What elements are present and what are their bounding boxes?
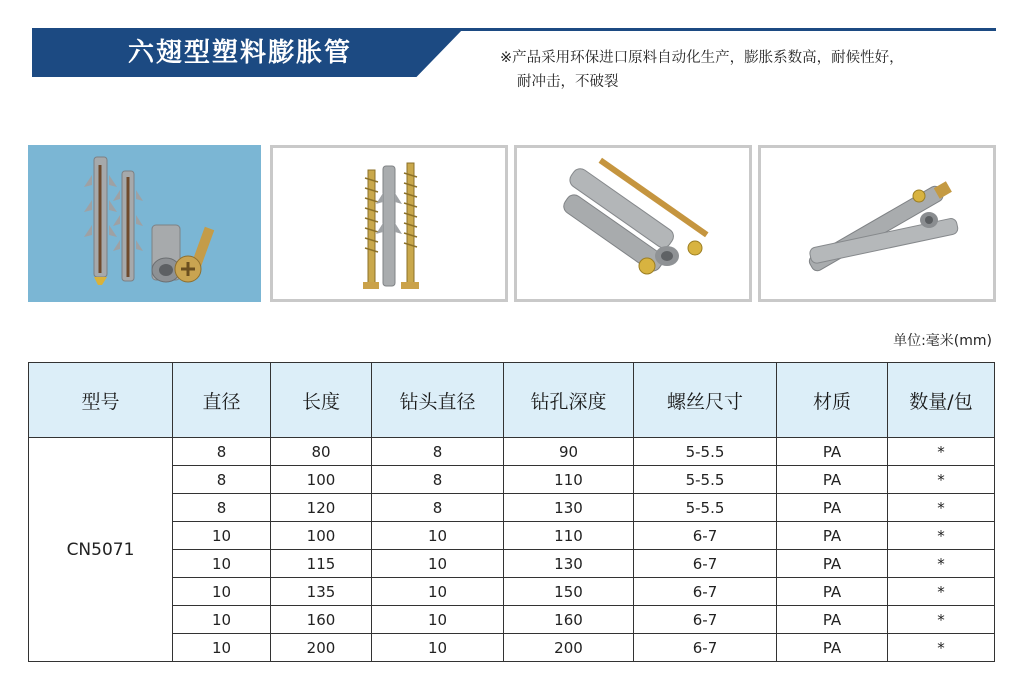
table-header-row	[29, 363, 995, 438]
product-photo-2	[270, 145, 508, 302]
cell-material: PA	[777, 466, 888, 494]
cell-screw-size: 6-7	[634, 634, 777, 662]
cell-screw-size: 6-7	[634, 578, 777, 606]
table-row	[29, 494, 995, 522]
spec-table	[28, 362, 995, 662]
cell-drill-diameter: 10	[372, 634, 504, 662]
cell-material: PA	[777, 438, 888, 466]
cell-length: 160	[271, 606, 372, 634]
header-diameter: 直径	[173, 363, 271, 438]
cell-drill-diameter: 8	[372, 438, 504, 466]
cell-drill-depth: 150	[504, 578, 634, 606]
cell-drill-depth: 110	[504, 466, 634, 494]
cell-diameter: 10	[173, 606, 271, 634]
model-cell: CN5071	[29, 438, 173, 662]
cell-material: PA	[777, 606, 888, 634]
cell-diameter: 8	[173, 494, 271, 522]
cell-length: 135	[271, 578, 372, 606]
product-intro	[500, 46, 1000, 94]
unit-label: 单位:毫米(mm)	[893, 333, 992, 349]
cell-diameter: 10	[173, 634, 271, 662]
cell-qty: *	[888, 522, 995, 550]
product-photo-1	[28, 145, 261, 302]
cell-qty: *	[888, 438, 995, 466]
cell-material: PA	[777, 634, 888, 662]
cell-drill-depth: 200	[504, 634, 634, 662]
cell-drill-depth: 110	[504, 522, 634, 550]
cell-drill-diameter: 8	[372, 494, 504, 522]
cell-material: PA	[777, 494, 888, 522]
cell-diameter: 8	[173, 466, 271, 494]
cell-qty: *	[888, 606, 995, 634]
header-drill-diameter: 钻头直径	[372, 363, 504, 438]
table-row	[29, 550, 995, 578]
cell-drill-depth: 130	[504, 494, 634, 522]
cell-drill-depth: 90	[504, 438, 634, 466]
header-length: 长度	[271, 363, 372, 438]
cell-screw-size: 6-7	[634, 550, 777, 578]
cell-drill-diameter: 8	[372, 466, 504, 494]
page-title: 六翅型塑料膨胀管	[128, 38, 353, 68]
header-qty-per-pack: 数量/包	[888, 363, 995, 438]
header-drill-depth: 钻孔深度	[504, 363, 634, 438]
cell-qty: *	[888, 494, 995, 522]
cell-length: 80	[271, 438, 372, 466]
cell-screw-size: 5-5.5	[634, 438, 777, 466]
intro-line-2: 耐冲击，不破裂	[517, 74, 619, 90]
cell-length: 115	[271, 550, 372, 578]
cell-length: 100	[271, 522, 372, 550]
cell-screw-size: 6-7	[634, 522, 777, 550]
header-model: 型号	[29, 363, 173, 438]
table-row	[29, 606, 995, 634]
cell-screw-size: 5-5.5	[634, 466, 777, 494]
table-row	[29, 466, 995, 494]
cell-drill-diameter: 10	[372, 550, 504, 578]
cell-qty: *	[888, 578, 995, 606]
cell-diameter: 10	[173, 578, 271, 606]
cell-diameter: 10	[173, 550, 271, 578]
table-row	[29, 522, 995, 550]
cell-drill-diameter: 10	[372, 578, 504, 606]
cell-drill-diameter: 10	[372, 522, 504, 550]
table-row	[29, 578, 995, 606]
cell-length: 100	[271, 466, 372, 494]
cell-qty: *	[888, 550, 995, 578]
cell-length: 200	[271, 634, 372, 662]
cell-drill-depth: 130	[504, 550, 634, 578]
product-photo-3	[514, 145, 752, 302]
header-material: 材质	[777, 363, 888, 438]
product-photo-4	[758, 145, 996, 302]
cell-drill-depth: 160	[504, 606, 634, 634]
table-row	[29, 438, 995, 466]
cell-diameter: 8	[173, 438, 271, 466]
cell-qty: *	[888, 466, 995, 494]
cell-screw-size: 6-7	[634, 606, 777, 634]
cell-material: PA	[777, 522, 888, 550]
table-row	[29, 634, 995, 662]
cell-drill-diameter: 10	[372, 606, 504, 634]
cell-screw-size: 5-5.5	[634, 494, 777, 522]
cell-material: PA	[777, 578, 888, 606]
header-screw-size: 螺丝尺寸	[634, 363, 777, 438]
cell-qty: *	[888, 634, 995, 662]
product-photos	[28, 145, 996, 302]
cell-length: 120	[271, 494, 372, 522]
cell-material: PA	[777, 550, 888, 578]
cell-diameter: 10	[173, 522, 271, 550]
intro-line-1: ※产品采用环保进口原料自动化生产，膨胀系数高，耐候性好，	[500, 50, 904, 66]
